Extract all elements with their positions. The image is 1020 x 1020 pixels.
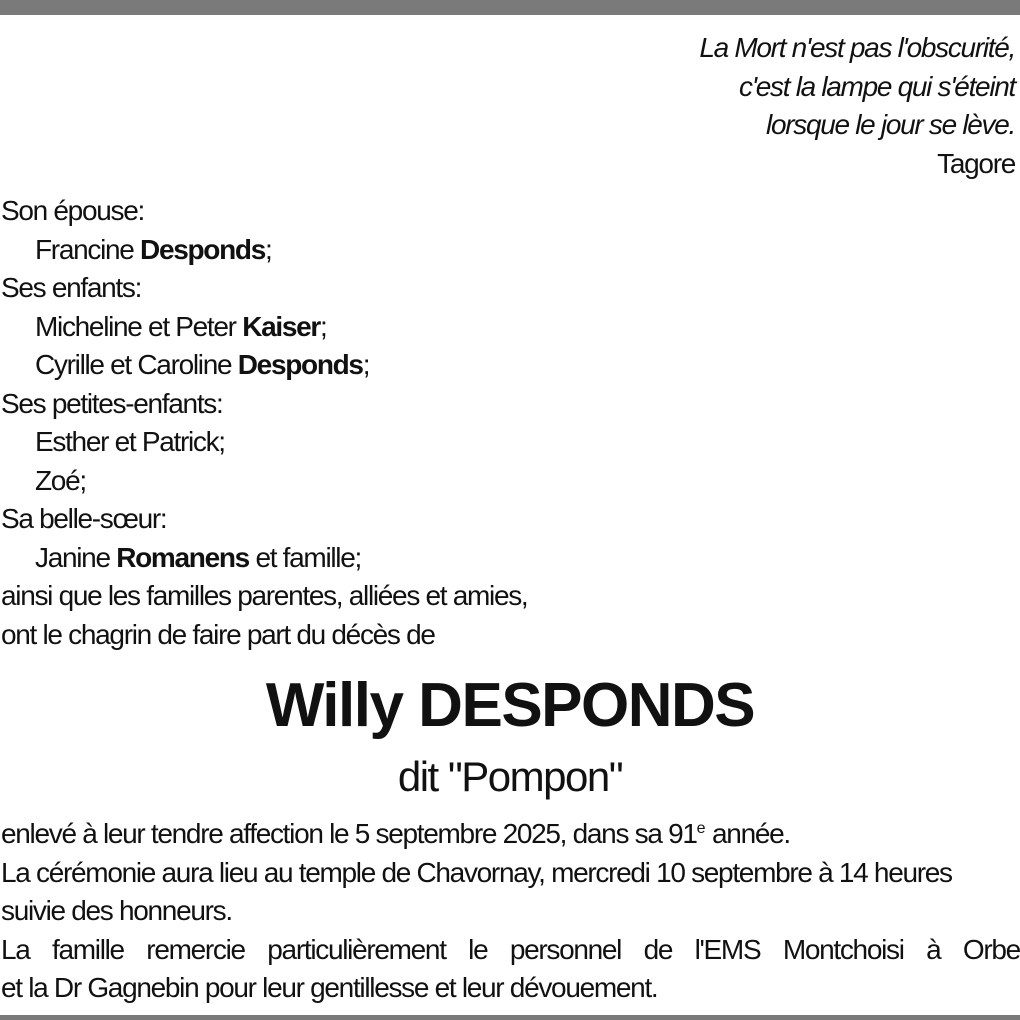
word: particulièrement [267,933,446,965]
sister-in-law-entry [1,539,527,578]
epigraph-line: c'est la lampe qui s'éteint [739,70,1015,102]
first-names: Francine [35,233,134,265]
deceased-nickname: dit "Pompon" [397,753,623,800]
surname: Desponds [237,349,363,380]
word: de [643,933,673,965]
children-heading: Ses enfants: [1,272,142,303]
epigraph-author: Tagore [937,147,1015,179]
spouse-heading: Son épouse: [1,195,144,226]
word: famille [52,933,124,965]
epigraph-line: lorsque le jour se lève. [766,109,1015,140]
first-names: Cyrille et Caroline [35,349,232,380]
closing-text [1,810,1020,1008]
others-line: ainsi que les familles parentes, alliées et amies, [1,580,528,611]
first-names: Janine [35,541,110,573]
thanks-line-end: et la Dr Gagnebin pour leur gentillesse et leur dévouement. [1,972,658,1003]
announce-line: ont le chagrin de faire part du décès de [1,618,435,650]
closing-line [1,810,1020,854]
epigraph-line: La Mort n'est pas l'obscurité, [699,32,1015,63]
word: à [926,933,941,965]
grandchildren-heading: Ses petites-enfants: [1,387,223,419]
spouse-entry [1,231,527,270]
grandchild-entry: Esther et Patrick; [35,426,225,457]
deceased-name: Willy DESPONDS [265,671,755,740]
surname: Desponds [140,233,265,265]
word: Orbe [962,933,1020,965]
bottom-rule [0,1015,1020,1020]
word: le [468,933,488,965]
death-info-end: année. [705,818,790,849]
grandchild-entry: Zoé; [35,464,86,496]
family-list [1,192,527,654]
honours-line: suivie des honneurs. [1,895,232,926]
word: personnel [509,933,622,965]
child-entry [1,346,527,385]
surname: Romanens [116,541,249,573]
word: La [1,933,30,965]
first-names: Micheline et Peter [35,310,236,342]
word: remercie [146,933,245,965]
ceremony-line: La cérémonie aura lieu au temple de Chavornay, mercredi 10 septembre à 14 heures [1,856,952,888]
epigraph [315,29,1015,183]
top-rule [0,0,1020,15]
surname: Kaiser [242,310,321,342]
thanks-line [1,931,1020,970]
word: Montchoisi [782,933,904,965]
separator: ; [264,233,272,265]
sister-in-law-heading: Sa belle-sœur: [1,503,167,534]
separator: ; [320,310,327,342]
separator: ; [362,349,370,380]
suffix: et famille; [255,541,361,573]
ordinal-suffix: e [696,820,706,837]
death-info: enlevé à leur tendre affection le 5 septembre 2025, dans sa 91 [1,818,697,849]
child-entry [1,308,527,347]
word: l'EMS [694,933,761,965]
